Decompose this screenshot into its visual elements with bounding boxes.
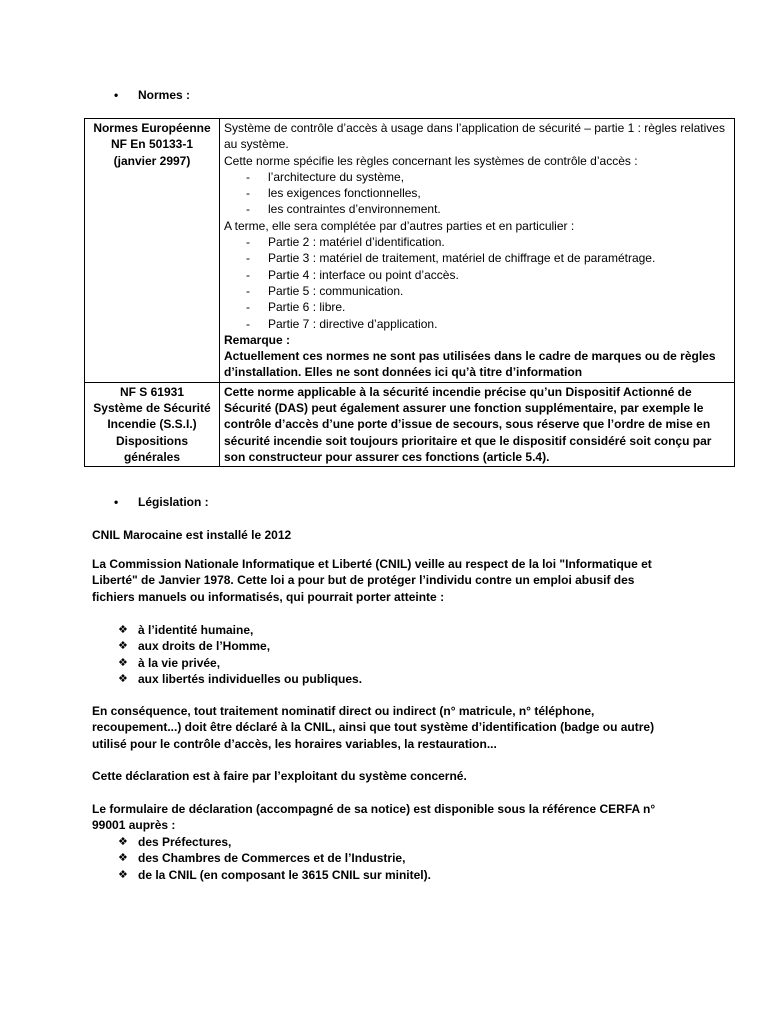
norm-ref-cell: Normes Européenne NF En 50133-1 (janvier 2997) [85, 119, 220, 383]
list-item: ❖ aux libertés individuelles ou publiques. [118, 671, 363, 686]
diamond-bullet-icon: ❖ [118, 640, 128, 653]
bullet-icon: • [114, 495, 119, 509]
formulaire-paragraph: Le formulaire de déclaration (accompagné de sa notice) est disponible sous la référence CERFA n° 99001 auprès : [92, 802, 656, 833]
aupres-list [92, 834, 732, 883]
normes-heading: • Normes : [114, 88, 191, 102]
list-item: - Partie 5 : communication. [224, 283, 730, 299]
diamond-bullet-icon: ❖ [118, 656, 128, 669]
exploitant-paragraph: Cette déclaration est à faire par l’exploitant du système concerné. [92, 769, 467, 783]
list-item: ❖ des Préfectures, [118, 835, 232, 849]
list-item: - Partie 7 : directive d’application. [224, 316, 730, 332]
list-item: ❖ à l’identité humaine, [118, 623, 254, 637]
list-item: - Partie 3 : matériel de traitement, matériel de chiffrage et de paramétrage. [224, 250, 730, 266]
diamond-bullet-icon: ❖ [118, 836, 128, 848]
list-item: ❖ à la vie privée, [118, 655, 221, 670]
declaration-paragraph: En conséquence, tout traitement nominatif direct ou indirect (n° matricule, n° téléphone, recoupement...) doit être déclaré à la CNIL, ainsi que tout système d’identification (badge ou autre) utilisé pour le contrôle d’accès, les horaires variables, la restauration... [92, 704, 655, 751]
list-item: - Partie 2 : matériel d’identification. [224, 234, 730, 250]
legislation-heading: • Législation : [114, 495, 209, 509]
diamond-bullet-icon: ❖ [118, 672, 128, 685]
list-item: ❖ de la CNIL (en composant le 3615 CNIL sur minitel). [118, 867, 431, 882]
table-row [85, 382, 735, 466]
norm-ref-cell: NF S 61931 Système de Sécurité Incendie (S.S.I.) Dispositions générales [85, 382, 220, 466]
list-item: - les contraintes d’environnement. [224, 201, 730, 217]
list-item: - les exigences fonctionnelles, [224, 185, 730, 201]
atteinte-list [92, 622, 732, 687]
norms-table [84, 118, 735, 467]
cnil-maroc-paragraph: CNIL Marocaine est installé le 2012 [92, 528, 292, 542]
diamond-bullet-icon: ❖ [118, 624, 128, 636]
diamond-bullet-icon: ❖ [118, 868, 128, 881]
spec-list [224, 169, 730, 218]
bullet-icon: • [114, 88, 119, 102]
table-row [85, 119, 735, 383]
norm-description-cell: Système de contrôle d’accès à usage dans l’application de sécurité – partie 1 : règles relatives au système. Cette norme spécifie les règles concernant les systèmes de contrôle d’accès : - l’architecture du système, - les exigences fonctionnelles, - les contraintes d’environnement. A terme, elle sera complétée par d’autres parties et en particulier : - Partie 2 : matériel d’identification. - Partie 3 : matériel de traitement, matériel de chiffrage et de paramétrage. - Partie 4 : interface ou point d’accès. - Partie 5 : communication. - Partie 6 : libre. - Partie 7 : directive d’application. Remarque : Actuellement ces normes ne sont pas utilisées dans le cadre de marques ou de règles d’installation. Elles ne sont données ici qu’à titre d’information [220, 119, 735, 383]
norm-description-cell: Cette norme applicable à la sécurité incendie précise qu’un Dispositif Actionné de Sécurité (DAS) peut également assurer une fonction supplémentaire, par exemple le contrôle d’accès d’une porte d’issue de secours, sous réserve que l’ordre de mise en sécurité incendie soit toujours prioritaire et que le dispositif considéré soit conçu par son constructeur pour assurer ces fonctions (article 5.4). [220, 382, 735, 466]
list-item: ❖ des Chambres de Commerces et de l’Industrie, [118, 851, 406, 866]
parts-list [224, 234, 730, 332]
diamond-bullet-icon: ❖ [118, 852, 128, 865]
cnil-intro-paragraph: La Commission Nationale Informatique et Liberté (CNIL) veille au respect de la loi "Informatique et Liberté" de Janvier 1978. Cette loi a pour but de protéger l’individu contre un emploi abusif des fichiers manuels ou informatisés, qui pourrait porter atteinte : [92, 557, 652, 604]
list-item: - l’architecture du système, [224, 169, 730, 185]
list-item: - Partie 6 : libre. [224, 299, 730, 315]
list-item: - Partie 4 : interface ou point d’accès. [224, 267, 730, 283]
list-item: ❖ aux droits de l’Homme, [118, 639, 271, 654]
